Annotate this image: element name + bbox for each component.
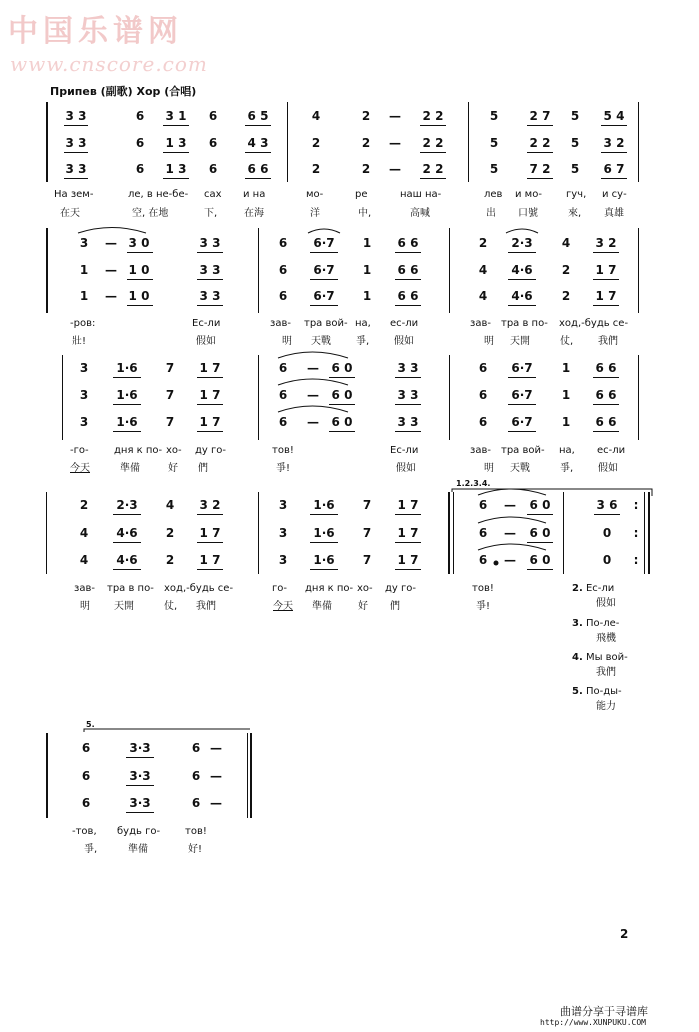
note: 4·6 bbox=[511, 289, 533, 303]
note: 3 2 bbox=[595, 236, 617, 250]
lyric-cn: 今天 bbox=[273, 601, 293, 612]
note: — bbox=[307, 388, 319, 402]
note: 1·6 bbox=[313, 526, 335, 540]
lyric-cn: 假如 bbox=[394, 336, 414, 347]
note: 4 bbox=[311, 109, 321, 123]
watermark-url: www.cnscore.com bbox=[10, 52, 208, 76]
note: 2 bbox=[361, 162, 371, 176]
note: 3 6 bbox=[596, 498, 618, 512]
note: 1·6 bbox=[116, 415, 138, 429]
lyric-ru: тра в по- bbox=[501, 318, 548, 329]
note: 2 2 bbox=[422, 136, 444, 150]
lyric-ru: и на bbox=[243, 189, 266, 200]
note: 0 bbox=[602, 553, 612, 567]
note: 6 bbox=[478, 361, 488, 375]
note: 6 bbox=[278, 289, 288, 303]
note: 2 bbox=[311, 136, 321, 150]
lyric-ru: ду го- bbox=[195, 445, 226, 456]
note: 6 bbox=[191, 796, 201, 810]
note: 7 bbox=[165, 415, 175, 429]
note: 6 7 bbox=[603, 162, 625, 176]
note: 1·6 bbox=[116, 361, 138, 375]
note: 2 bbox=[79, 498, 89, 512]
note: 3·3 bbox=[129, 769, 151, 783]
lyric-cn: 們 bbox=[198, 463, 208, 474]
note: 0 bbox=[602, 526, 612, 540]
lyric-cn: 今天 bbox=[70, 463, 90, 474]
note: 6 bbox=[208, 162, 218, 176]
lyric-cn: 好! bbox=[188, 844, 203, 855]
lyric-cn: 好 bbox=[358, 601, 368, 612]
lyric-ru: сах bbox=[204, 189, 222, 200]
note: 6 6 bbox=[595, 388, 617, 402]
verse-note-4: 4. Мы вой- 我們 bbox=[572, 652, 628, 678]
note: 6 bbox=[278, 388, 288, 402]
volta-label: 5. bbox=[86, 720, 95, 729]
lyric-ru: ре bbox=[355, 189, 368, 200]
note: 7 2 bbox=[529, 162, 551, 176]
note: 4 3 bbox=[247, 136, 269, 150]
note: 6 0 bbox=[529, 526, 551, 540]
note: 1 7 bbox=[595, 289, 617, 303]
lyric-cn: 在海 bbox=[244, 208, 264, 219]
note: 1 7 bbox=[595, 263, 617, 277]
note: 1 7 bbox=[199, 553, 221, 567]
note: 2 bbox=[361, 136, 371, 150]
lyric-ru: и су- bbox=[602, 189, 627, 200]
lyric-ru: тра вой- bbox=[501, 445, 545, 456]
lyric-ru: наш на- bbox=[400, 189, 442, 200]
note: 6 0 bbox=[331, 388, 353, 402]
lyric-cn: 在天 bbox=[60, 208, 80, 219]
note: 1·6 bbox=[313, 553, 335, 567]
note: 2 bbox=[561, 289, 571, 303]
note: — bbox=[389, 109, 401, 123]
note: 1 7 bbox=[397, 553, 419, 567]
lyric-ru: тра в по- bbox=[107, 583, 154, 594]
lyric-ru: зав- bbox=[74, 583, 95, 594]
note: 1 0 bbox=[128, 263, 150, 277]
note: 6·7 bbox=[511, 361, 533, 375]
lyric-ru: зав- bbox=[470, 318, 491, 329]
lyric-cn: 假如 bbox=[598, 463, 618, 474]
lyric-ru: ду го- bbox=[385, 583, 416, 594]
footer-url[interactable]: http://www.XUNPUKU.COM bbox=[540, 1018, 646, 1027]
lyric-cn: 我們 bbox=[598, 336, 618, 347]
note: 6 5 bbox=[247, 109, 269, 123]
lyric-ru: дня к по- bbox=[305, 583, 354, 594]
note: 1 bbox=[362, 263, 372, 277]
note: 2 2 bbox=[422, 109, 444, 123]
lyric-cn: 準備 bbox=[312, 601, 332, 612]
lyric-cn: 口號 bbox=[518, 208, 538, 219]
volta-label: 1.2.3.4. bbox=[456, 479, 491, 488]
lyric-ru: зав- bbox=[270, 318, 291, 329]
note: 7 bbox=[362, 498, 372, 512]
lyric-cn: 仗, bbox=[560, 336, 574, 347]
note: 5 bbox=[570, 136, 580, 150]
lyric-cn: 天戰 bbox=[510, 463, 530, 474]
note: 1 7 bbox=[199, 388, 221, 402]
note: 6 6 bbox=[397, 236, 419, 250]
note: 2·3 bbox=[511, 236, 533, 250]
note: 5 bbox=[489, 136, 499, 150]
lyric-cn: 下, bbox=[204, 208, 218, 219]
note: 1 7 bbox=[397, 498, 419, 512]
note: 2 7 bbox=[529, 109, 551, 123]
note: 6 bbox=[191, 769, 201, 783]
note: 1 7 bbox=[199, 361, 221, 375]
note: 4 bbox=[561, 236, 571, 250]
note: 1 bbox=[362, 236, 372, 250]
lyric-cn: 們 bbox=[390, 601, 400, 612]
lyric-ru: Ес-ли bbox=[192, 318, 221, 329]
lyric-ru: ход,-будь се- bbox=[559, 318, 629, 329]
note: 3·3 bbox=[129, 796, 151, 810]
note: 1·6 bbox=[116, 388, 138, 402]
note: 6 bbox=[278, 263, 288, 277]
lyric-cn: 空, 在地 bbox=[132, 208, 169, 219]
note: 1 bbox=[79, 289, 89, 303]
note: 6·7 bbox=[511, 415, 533, 429]
lyric-cn: 出 bbox=[486, 208, 496, 219]
note: 6·7 bbox=[313, 263, 335, 277]
lyric-cn: 明 bbox=[80, 601, 90, 612]
note: 4 bbox=[478, 289, 488, 303]
note: 6·7 bbox=[511, 388, 533, 402]
note: 4 bbox=[79, 553, 89, 567]
note: 2 bbox=[478, 236, 488, 250]
lyric-cn: 爭, bbox=[84, 844, 98, 855]
lyric-cn: 假如 bbox=[396, 463, 416, 474]
note: 5 bbox=[489, 109, 499, 123]
lyric-cn: 仗, bbox=[164, 601, 178, 612]
footer-credit: 曲谱分享于寻谱库 bbox=[560, 1005, 648, 1018]
note: 5 4 bbox=[603, 109, 625, 123]
lyric-ru: тов! bbox=[472, 583, 494, 594]
lyric-cn: 天開 bbox=[510, 336, 530, 347]
note: 3 bbox=[79, 415, 89, 429]
note: 4 bbox=[165, 498, 175, 512]
note: 3 3 bbox=[397, 361, 419, 375]
note: 1 bbox=[561, 415, 571, 429]
note: 6 0 bbox=[331, 415, 353, 429]
note: 6 bbox=[208, 136, 218, 150]
note: 2 bbox=[561, 263, 571, 277]
lyric-ru: на, bbox=[355, 318, 371, 329]
lyric-ru: на, bbox=[559, 445, 575, 456]
note: 3 2 bbox=[603, 136, 625, 150]
lyric-ru: и мо- bbox=[515, 189, 542, 200]
note: 3 bbox=[79, 388, 89, 402]
note: 6·7 bbox=[313, 289, 335, 303]
note: — bbox=[389, 162, 401, 176]
score-heading: Припев (副歌) Хор (合唱) bbox=[50, 85, 197, 98]
note: 6 bbox=[135, 136, 145, 150]
note: 2 2 bbox=[529, 136, 551, 150]
note: 1 bbox=[561, 388, 571, 402]
note: 6 6 bbox=[397, 263, 419, 277]
note: 6 bbox=[478, 388, 488, 402]
note: 3·3 bbox=[129, 741, 151, 755]
note: 6 6 bbox=[595, 361, 617, 375]
lyric-cn: 天開 bbox=[114, 601, 134, 612]
note: 1 3 bbox=[165, 162, 187, 176]
note: 4·6 bbox=[511, 263, 533, 277]
lyric-ru: го- bbox=[272, 583, 287, 594]
page-number: 2 bbox=[620, 927, 629, 941]
note: — bbox=[105, 263, 117, 277]
lyric-ru: ле, в не-бе- bbox=[128, 189, 189, 200]
lyric-cn: 天戰 bbox=[311, 336, 331, 347]
note: 4·6 bbox=[116, 526, 138, 540]
note: 1 bbox=[561, 361, 571, 375]
lyric-cn: 洋 bbox=[310, 208, 320, 219]
note: 1 7 bbox=[199, 526, 221, 540]
lyric-ru: лев bbox=[484, 189, 503, 200]
lyric-ru: -тов, bbox=[72, 826, 97, 837]
note: 1 7 bbox=[199, 415, 221, 429]
lyric-ru: ход,-будь се- bbox=[164, 583, 234, 594]
note: 5 bbox=[489, 162, 499, 176]
note: 1·6 bbox=[313, 498, 335, 512]
note: 7 bbox=[362, 553, 372, 567]
note: 3 0 bbox=[128, 236, 150, 250]
note: — bbox=[307, 361, 319, 375]
note: — bbox=[105, 236, 117, 250]
note: 3 3 bbox=[65, 136, 87, 150]
note: 6 0 bbox=[529, 553, 551, 567]
verse-note-5: 5. По-ды- 能力 bbox=[572, 686, 622, 712]
note: 3 bbox=[79, 236, 89, 250]
lyric-cn: 爭, bbox=[356, 336, 370, 347]
note: 3 bbox=[278, 553, 288, 567]
note: 1 0 bbox=[128, 289, 150, 303]
lyric-ru: На зем- bbox=[54, 189, 94, 200]
note: — bbox=[389, 136, 401, 150]
lyric-ru: ес-ли bbox=[390, 318, 419, 329]
note: 4 bbox=[478, 263, 488, 277]
lyric-ru: тов! bbox=[185, 826, 207, 837]
lyric-ru: -ров: bbox=[70, 318, 96, 329]
note: 3 1 bbox=[165, 109, 187, 123]
note: 3 3 bbox=[397, 415, 419, 429]
note: 3 bbox=[278, 498, 288, 512]
lyric-cn: 明 bbox=[282, 336, 292, 347]
note: 4 bbox=[79, 526, 89, 540]
lyric-cn: 準備 bbox=[128, 844, 148, 855]
note: 3 3 bbox=[199, 289, 221, 303]
note: 1 3 bbox=[165, 136, 187, 150]
note: 3 3 bbox=[65, 109, 87, 123]
lyric-ru: -го- bbox=[70, 445, 89, 456]
note: 1 7 bbox=[397, 526, 419, 540]
lyric-cn: 爭! bbox=[276, 463, 291, 474]
note: 6 bbox=[81, 796, 91, 810]
note: 7 bbox=[165, 388, 175, 402]
note: 6 bbox=[478, 498, 488, 512]
note: — bbox=[210, 796, 222, 810]
note: 6 bbox=[278, 415, 288, 429]
note: — bbox=[307, 415, 319, 429]
lyric-ru: хо- bbox=[166, 445, 182, 456]
lyric-cn: 明 bbox=[484, 463, 494, 474]
lyric-cn: 爭! bbox=[476, 601, 491, 612]
verse-note-3: 3. По-ле- 飛機 bbox=[572, 618, 620, 644]
note: 1 bbox=[79, 263, 89, 277]
lyric-cn: 壯! bbox=[72, 336, 87, 347]
note: 6 6 bbox=[247, 162, 269, 176]
note: 6 bbox=[81, 769, 91, 783]
watermark-title: 中国乐谱网 bbox=[8, 14, 183, 49]
note: 6·7 bbox=[313, 236, 335, 250]
note: 3 3 bbox=[397, 388, 419, 402]
lyric-ru: мо- bbox=[306, 189, 324, 200]
note: 2 bbox=[311, 162, 321, 176]
note: 3 3 bbox=[65, 162, 87, 176]
lyric-cn: 我們 bbox=[196, 601, 216, 612]
lyric-ru: тов! bbox=[272, 445, 294, 456]
note: 6 6 bbox=[397, 289, 419, 303]
lyric-ru: зав- bbox=[470, 445, 491, 456]
note: — bbox=[105, 289, 117, 303]
note: 2 bbox=[361, 109, 371, 123]
lyric-ru: тра вой- bbox=[304, 318, 348, 329]
note: 5 bbox=[570, 162, 580, 176]
lyric-cn: 假如 bbox=[196, 336, 216, 347]
lyric-ru: будь го- bbox=[117, 826, 161, 837]
note: 3 bbox=[278, 526, 288, 540]
note: 6 bbox=[191, 741, 201, 755]
note: 4·6 bbox=[116, 553, 138, 567]
note: 6 bbox=[208, 109, 218, 123]
lyric-ru: Ес-ли bbox=[390, 445, 419, 456]
lyric-cn: 爭, bbox=[560, 463, 574, 474]
note: 2·3 bbox=[116, 498, 138, 512]
note: — bbox=[504, 553, 516, 567]
note: 3 2 bbox=[199, 498, 221, 512]
note: 6 bbox=[478, 526, 488, 540]
note: — bbox=[504, 526, 516, 540]
note: — bbox=[504, 498, 516, 512]
note: 2 bbox=[165, 553, 175, 567]
lyric-ru: гуч, bbox=[566, 189, 587, 200]
note: 6 0 bbox=[331, 361, 353, 375]
lyric-cn: 高喊 bbox=[410, 208, 430, 219]
note: 3 bbox=[79, 361, 89, 375]
note: 6 bbox=[135, 162, 145, 176]
note: 6 bbox=[478, 415, 488, 429]
verse-note-2: 2. Ес-ли 假如 bbox=[572, 583, 616, 609]
note: 7 bbox=[165, 361, 175, 375]
note: 6 bbox=[278, 236, 288, 250]
note: 5 bbox=[570, 109, 580, 123]
note: — bbox=[210, 769, 222, 783]
lyric-cn: 真雄 bbox=[604, 208, 624, 219]
note: — bbox=[210, 741, 222, 755]
note: 1 bbox=[362, 289, 372, 303]
lyric-ru: хо- bbox=[357, 583, 373, 594]
note: 3 3 bbox=[199, 263, 221, 277]
note: 6 bbox=[81, 741, 91, 755]
note: 6 bbox=[278, 361, 288, 375]
lyric-cn: 來, bbox=[568, 208, 582, 219]
note: 6 0 bbox=[529, 498, 551, 512]
note: 6 6 bbox=[595, 415, 617, 429]
note: 2 bbox=[165, 526, 175, 540]
note: 3 3 bbox=[199, 236, 221, 250]
lyric-cn: 明 bbox=[484, 336, 494, 347]
note: 6 bbox=[478, 553, 488, 567]
lyric-ru: дня к по- bbox=[114, 445, 163, 456]
note: 2 2 bbox=[422, 162, 444, 176]
note: 7 bbox=[362, 526, 372, 540]
note: 6 bbox=[135, 109, 145, 123]
lyric-ru: ес-ли bbox=[597, 445, 626, 456]
lyric-cn: 中, bbox=[358, 208, 372, 219]
lyric-cn: 準備 bbox=[120, 463, 140, 474]
lyric-cn: 好 bbox=[168, 463, 178, 474]
